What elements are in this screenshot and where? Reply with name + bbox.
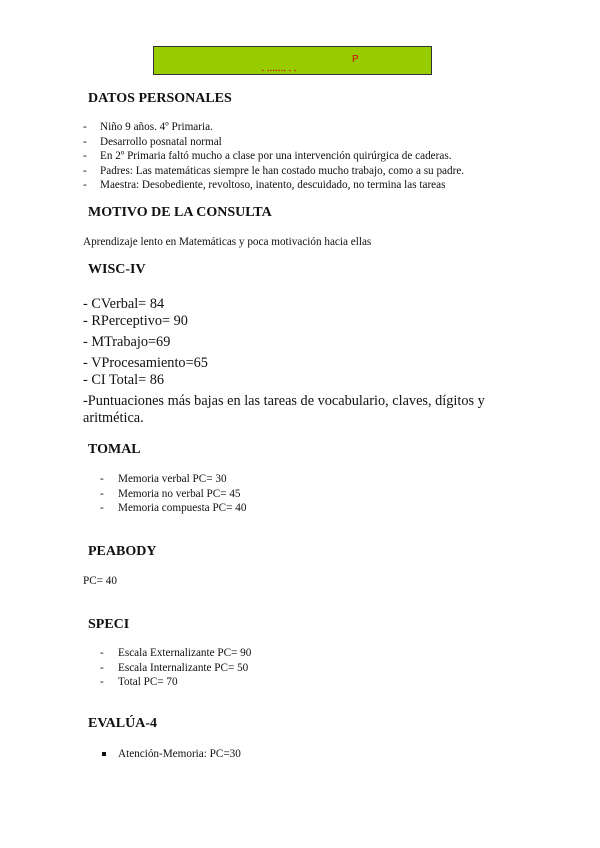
- list-item: - Maestra: Desobediente, revoltoso, inatento, descuidado, no termina las tareas: [83, 179, 446, 192]
- list-item: - Memoria no verbal PC= 45: [100, 487, 241, 500]
- list-item: - Padres: Las matemáticas siempre le han costado mucho trabajo, como a su padre.: [83, 164, 465, 177]
- peabody-text: PC= 40: [83, 575, 117, 587]
- list-item: - Memoria verbal PC= 30: [100, 473, 227, 485]
- speci-heading: SPECI: [88, 617, 130, 632]
- tomal-list: [100, 472, 246, 516]
- wisc-line: - RPerceptivo= 90: [83, 313, 188, 329]
- list-item: - Desarrollo posnatal normal: [83, 135, 222, 148]
- wisc-line: - MTrabajo=69: [83, 334, 171, 350]
- evalua-heading: EVALÚA-4: [88, 716, 157, 731]
- list-item: - En 2º Primaria faltó mucho a clase por una intervención quirúrgica de caderas.: [83, 150, 452, 163]
- wisc-note: -Puntuaciones más bajas en las tareas de vocabulario, claves, dígitos y aritmética.: [83, 393, 485, 426]
- wisc-line: - CVerbal= 84: [83, 296, 165, 312]
- evalua-list: [100, 747, 241, 762]
- motivo-text: Aprendizaje lento en Matemáticas y poca motivación hacia ellas: [83, 236, 372, 248]
- list-item: - Escala Externalizante PC= 90: [100, 647, 252, 659]
- wisc-line: - CI Total= 86: [83, 372, 165, 388]
- square-bullet-icon: [102, 752, 106, 756]
- banner-dots: ▪ ▪▪▪▪▪▪▪ ▪ ▪: [262, 68, 297, 74]
- wisc-scores: [83, 296, 503, 427]
- datos-heading: DATOS PERSONALES: [88, 91, 232, 106]
- header-banner: [153, 46, 432, 75]
- motivo-heading: MOTIVO DE LA CONSULTA: [88, 205, 272, 220]
- list-item: - Escala Internalizante PC= 50: [100, 661, 249, 674]
- tomal-heading: TOMAL: [88, 442, 141, 457]
- list-item: - Total PC= 70: [100, 676, 178, 689]
- peabody-heading: PEABODY: [88, 544, 157, 559]
- list-item: - Niño 9 años. 4º Primaria.: [83, 121, 213, 133]
- wisc-heading: WISC-IV: [88, 262, 146, 277]
- wisc-line: - VProcesamiento=65: [83, 355, 208, 371]
- list-item: - Memoria compuesta PC= 40: [100, 502, 247, 515]
- list-item: Atención-Memoria: PC=30: [100, 747, 241, 762]
- speci-list: [100, 646, 251, 690]
- datos-list: [83, 120, 464, 193]
- banner-letter: P: [352, 54, 359, 65]
